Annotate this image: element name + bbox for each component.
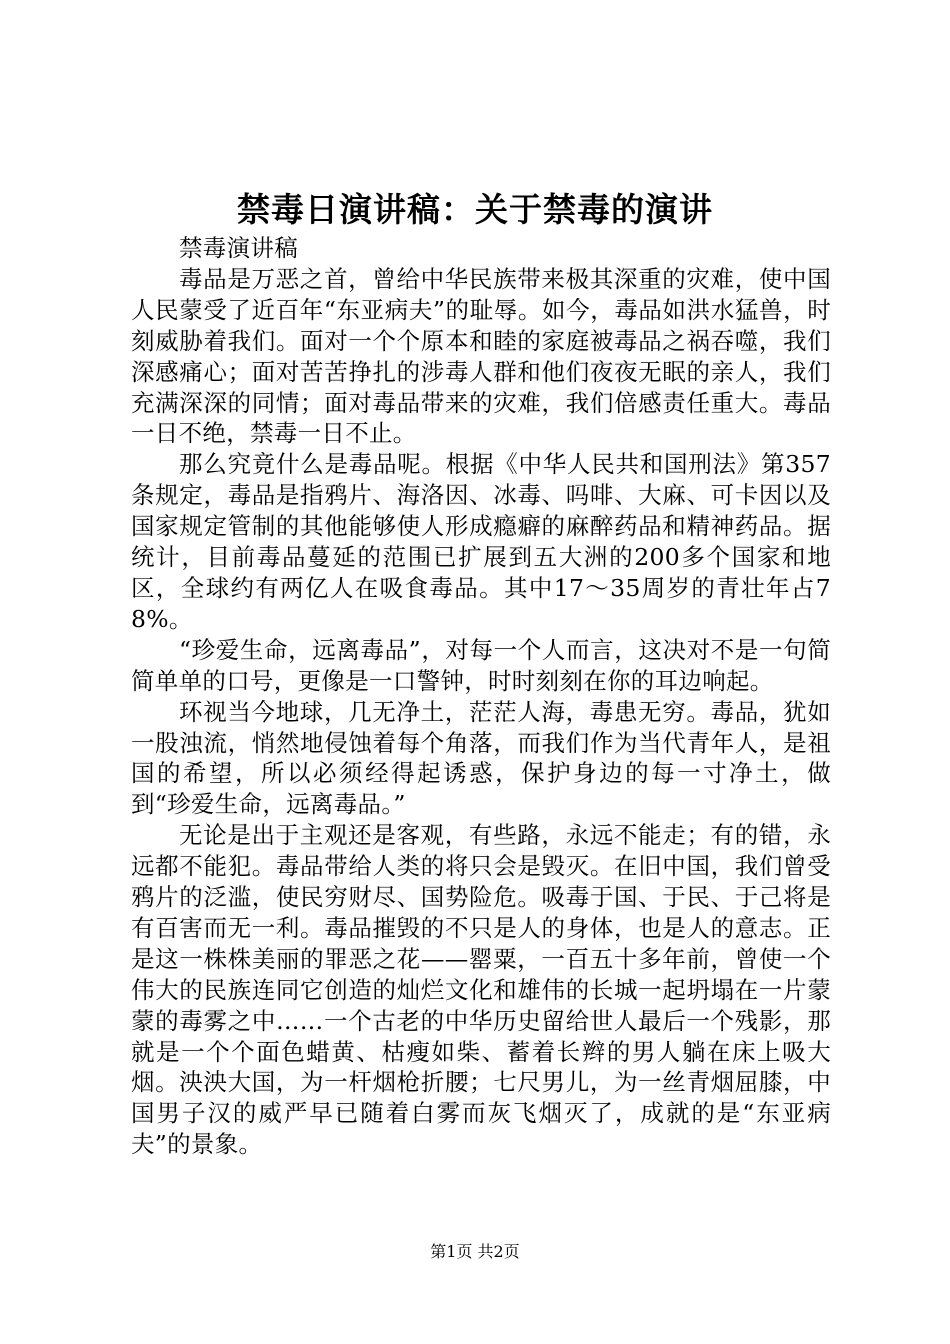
body-paragraph-4: 环视当今地球，几无净土，茫茫人海，毒患无穷。毒品，犹如一股浊流，悄然地侵蚀着每个角落，而我们作为当代青年人，是祖国的希望，所以必须经得起诱惑，保护身边的每一寸净土，做到“珍爱生命，远离毒品。” xyxy=(131,697,831,819)
page-number-footer: 第1页 共2页 xyxy=(430,1242,520,1261)
document-body xyxy=(131,233,831,1160)
subtitle-paragraph: 禁毒演讲稿 xyxy=(179,234,298,262)
body-paragraph-5: 无论是出于主观还是客观，有些路，永远不能走；有的错，永远都不能犯。毒品带给人类的将只会是毁灭。在旧中国，我们曾受鸦片的泛滥，使民穷财尽、国势险危。吸毒于国、于民、于己将是有百害而无一利。毒品摧毁的不只是人的身体，也是人的意志。正是这一株株美丽的罪恶之花——罂粟，一百五十多年前，曾使一个伟大的民族连同它创造的灿烂文化和雄伟的长城一起坍塌在一片蒙蒙的毒雾之中……一个古老的中华历史留给世人最后一个残影，那就是一个个面色蜡黄、枯瘦如柴、蓄着长辫的男人躺在床上吸大烟。泱泱大国，为一杆烟枪折腰；七尺男儿，为一丝青烟屈膝，中国男子汉的威严早已随着白雾而灰飞烟灭了，成就的是“东亚病夫”的景象。 xyxy=(131,821,831,1159)
document-title: 禁毒日演讲稿：关于禁毒的演讲 xyxy=(237,190,713,229)
body-paragraph-3: “珍爱生命，远离毒品”，对每一个人而言，这决对不是一句简简单单的口号，更像是一口警钟，时时刻刻在你的耳边响起。 xyxy=(131,635,831,695)
body-paragraph-2: 那么究竟什么是毒品呢。根据《中华人民共和国刑法》第357条规定，毒品是指鸦片、海洛因、冰毒、吗啡、大麻、可卡因以及国家规定管制的其他能够使人形成瘾癖的麻醉药品和精神药品。据统计，目前毒品蔓延的范围已扩展到五大洲的200多个国家和地区，全球约有两亿人在吸食毒品。其中17～35周岁的青壮年占78%。 xyxy=(131,450,831,633)
body-paragraph-1: 毒品是万恶之首，曾给中华民族带来极其深重的灾难，使中国人民蒙受了近百年“东亚病夫”的耻辱。如今，毒品如洪水猛兽，时刻威胁着我们。面对一个个原本和睦的家庭被毒品之祸吞噬，我们深感痛心；面对苦苦挣扎的涉毒人群和他们夜夜无眠的亲人，我们充满深深的同情；面对毒品带来的灾难，我们倍感责任重大。毒品一日不绝，禁毒一日不止。 xyxy=(131,264,831,448)
